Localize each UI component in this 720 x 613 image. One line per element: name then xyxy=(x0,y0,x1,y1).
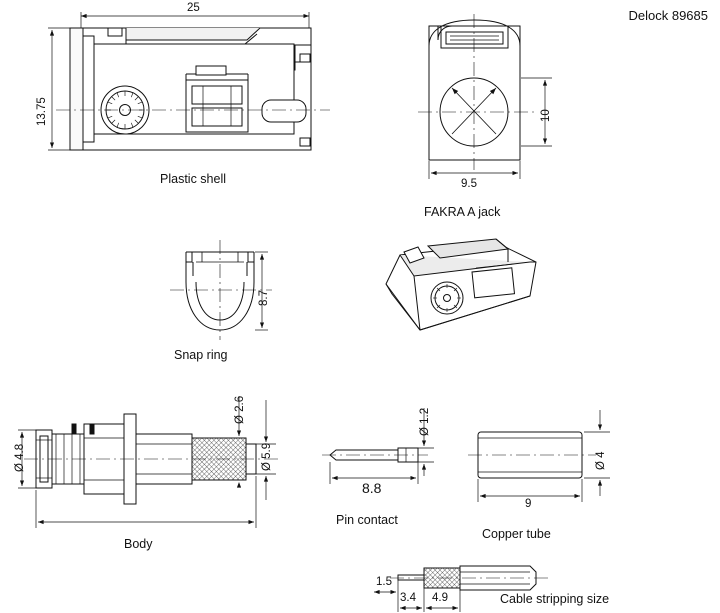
caption-snap-ring: Snap ring xyxy=(174,348,228,362)
caption-fakra-a-jack: FAKRA A jack xyxy=(424,205,501,219)
dimension-label-dia-4-8: Ø 4.8 xyxy=(14,443,26,472)
caption-body: Body xyxy=(124,537,153,551)
dimension-label-8-7: 8.7 xyxy=(258,290,270,306)
page-title: Delock 89685 xyxy=(628,8,708,23)
dimension-label-3-4: 3.4 xyxy=(400,592,416,604)
snap-ring-drawing xyxy=(170,240,272,340)
dimension-25 xyxy=(81,12,309,28)
dimension-label-dia-4: Ø 4 xyxy=(595,451,607,470)
dimension-9-5 xyxy=(429,161,520,179)
caption-copper-tube: Copper tube xyxy=(482,527,551,541)
dimension-label-13-75: 13.75 xyxy=(36,97,48,126)
caption-pin-contact: Pin contact xyxy=(336,513,398,527)
body-drawing xyxy=(24,414,280,504)
dimension-label-8-8: 8.8 xyxy=(362,480,382,496)
copper-tube-drawing xyxy=(468,432,596,478)
dimension-label-dia-2-6: Ø 2.6 xyxy=(234,395,246,424)
caption-cable-stripping-size: Cable stripping size xyxy=(500,592,610,606)
dimension-label-dia-5-9: Ø 5.9 xyxy=(261,442,273,471)
dimension-label-9: 9 xyxy=(525,498,532,510)
fakra-a-jack-drawing xyxy=(418,14,534,170)
dimension-label-9-5: 9.5 xyxy=(461,178,477,190)
plastic-shell-drawing xyxy=(56,28,330,150)
dimension-label-dia-1-2: Ø 1.2 xyxy=(419,407,431,436)
isometric-connector-drawing xyxy=(386,239,536,330)
pin-contact-drawing xyxy=(322,448,428,462)
dimension-label-1-5: 1.5 xyxy=(376,576,392,588)
dimension-label-10: 10 xyxy=(540,109,552,122)
dimension-13-75 xyxy=(48,28,72,150)
dimension-label-25: 25 xyxy=(187,2,200,14)
dimension-label-4-9: 4.9 xyxy=(432,592,448,604)
caption-plastic-shell: Plastic shell xyxy=(160,172,226,186)
